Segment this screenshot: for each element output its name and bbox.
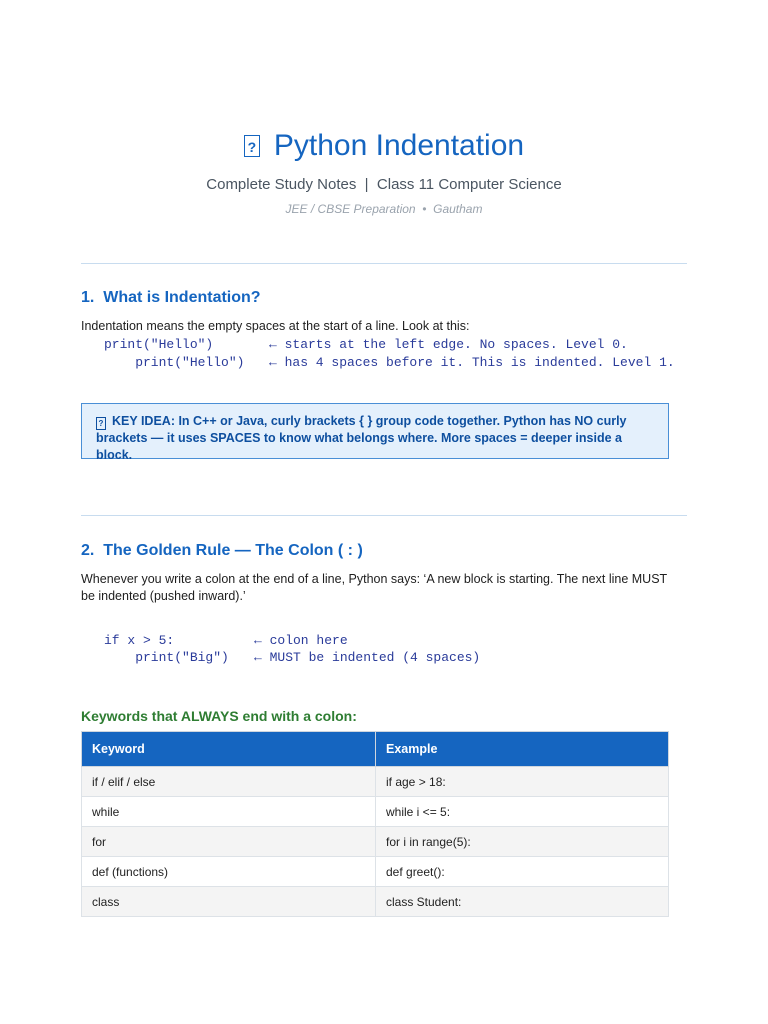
keyword-cell: while [82, 797, 376, 827]
keyword-cell: def (functions) [82, 857, 376, 887]
code-comment: ← starts at the left edge. No spaces. Level 0. [269, 337, 628, 352]
table-row [82, 887, 669, 917]
code-line: print("Hello") [104, 355, 245, 370]
table-row [82, 767, 669, 797]
section2-heading: 2. The Golden Rule — The Colon ( : ) [81, 542, 363, 559]
keywords-heading: Keywords that ALWAYS end with a colon: [81, 708, 357, 724]
example-cell: class Student: [376, 887, 669, 917]
code-line: print("Big") [104, 650, 229, 665]
divider [81, 263, 687, 264]
page-subtitle: Complete Study Notes | Class 11 Computer Science [206, 176, 562, 193]
table-row [82, 827, 669, 857]
example-cell: for i in range(5): [376, 827, 669, 857]
section1-heading: 1. What is Indentation? [81, 289, 261, 306]
code-line: if x > 5: [104, 633, 175, 648]
key-idea-text: KEY IDEA: In C++ or Java, curly brackets { } group code together. Python has NO curly brackets — it uses SPACES to know what belongs where. More spaces = deeper inside a block. [96, 414, 627, 462]
example-cell: if age > 18: [376, 767, 669, 797]
keyword-cell: class [82, 887, 376, 917]
table-row [82, 857, 669, 887]
code-line: print("Hello") [104, 337, 214, 352]
key-idea-callout [81, 403, 669, 462]
code-comment: ← MUST be indented (4 spaces) [254, 650, 481, 665]
lightbulb-icon: ? [96, 417, 106, 430]
example-cell: while i <= 5: [376, 797, 669, 827]
keyword-cell: if / elif / else [82, 767, 376, 797]
title-row [0, 128, 768, 164]
title-emoji-icon: ? [244, 135, 260, 157]
divider [81, 515, 687, 516]
page-byline: JEE / CBSE Preparation • Gautham [285, 202, 483, 216]
code-comment: ← colon here [254, 633, 348, 648]
column-header-keyword: Keyword [82, 732, 376, 767]
table-header-row [82, 732, 669, 767]
keywords-table [81, 731, 669, 917]
page-title [244, 128, 524, 164]
example-cell: def greet(): [376, 857, 669, 887]
column-header-example: Example [376, 732, 669, 767]
keyword-cell: for [82, 827, 376, 857]
code-comment: ← has 4 spaces before it. This is indented. Level 1. [269, 355, 675, 370]
table-row [82, 797, 669, 827]
section1-intro: Indentation means the empty spaces at the start of a line. Look at this: [81, 319, 470, 333]
section2-intro: Whenever you write a colon at the end of a line, Python says: ‘A new block is starting. The next line MUST be indented (pushed inward).’ [81, 572, 667, 603]
page-title-text: Python Indentation [273, 129, 525, 162]
